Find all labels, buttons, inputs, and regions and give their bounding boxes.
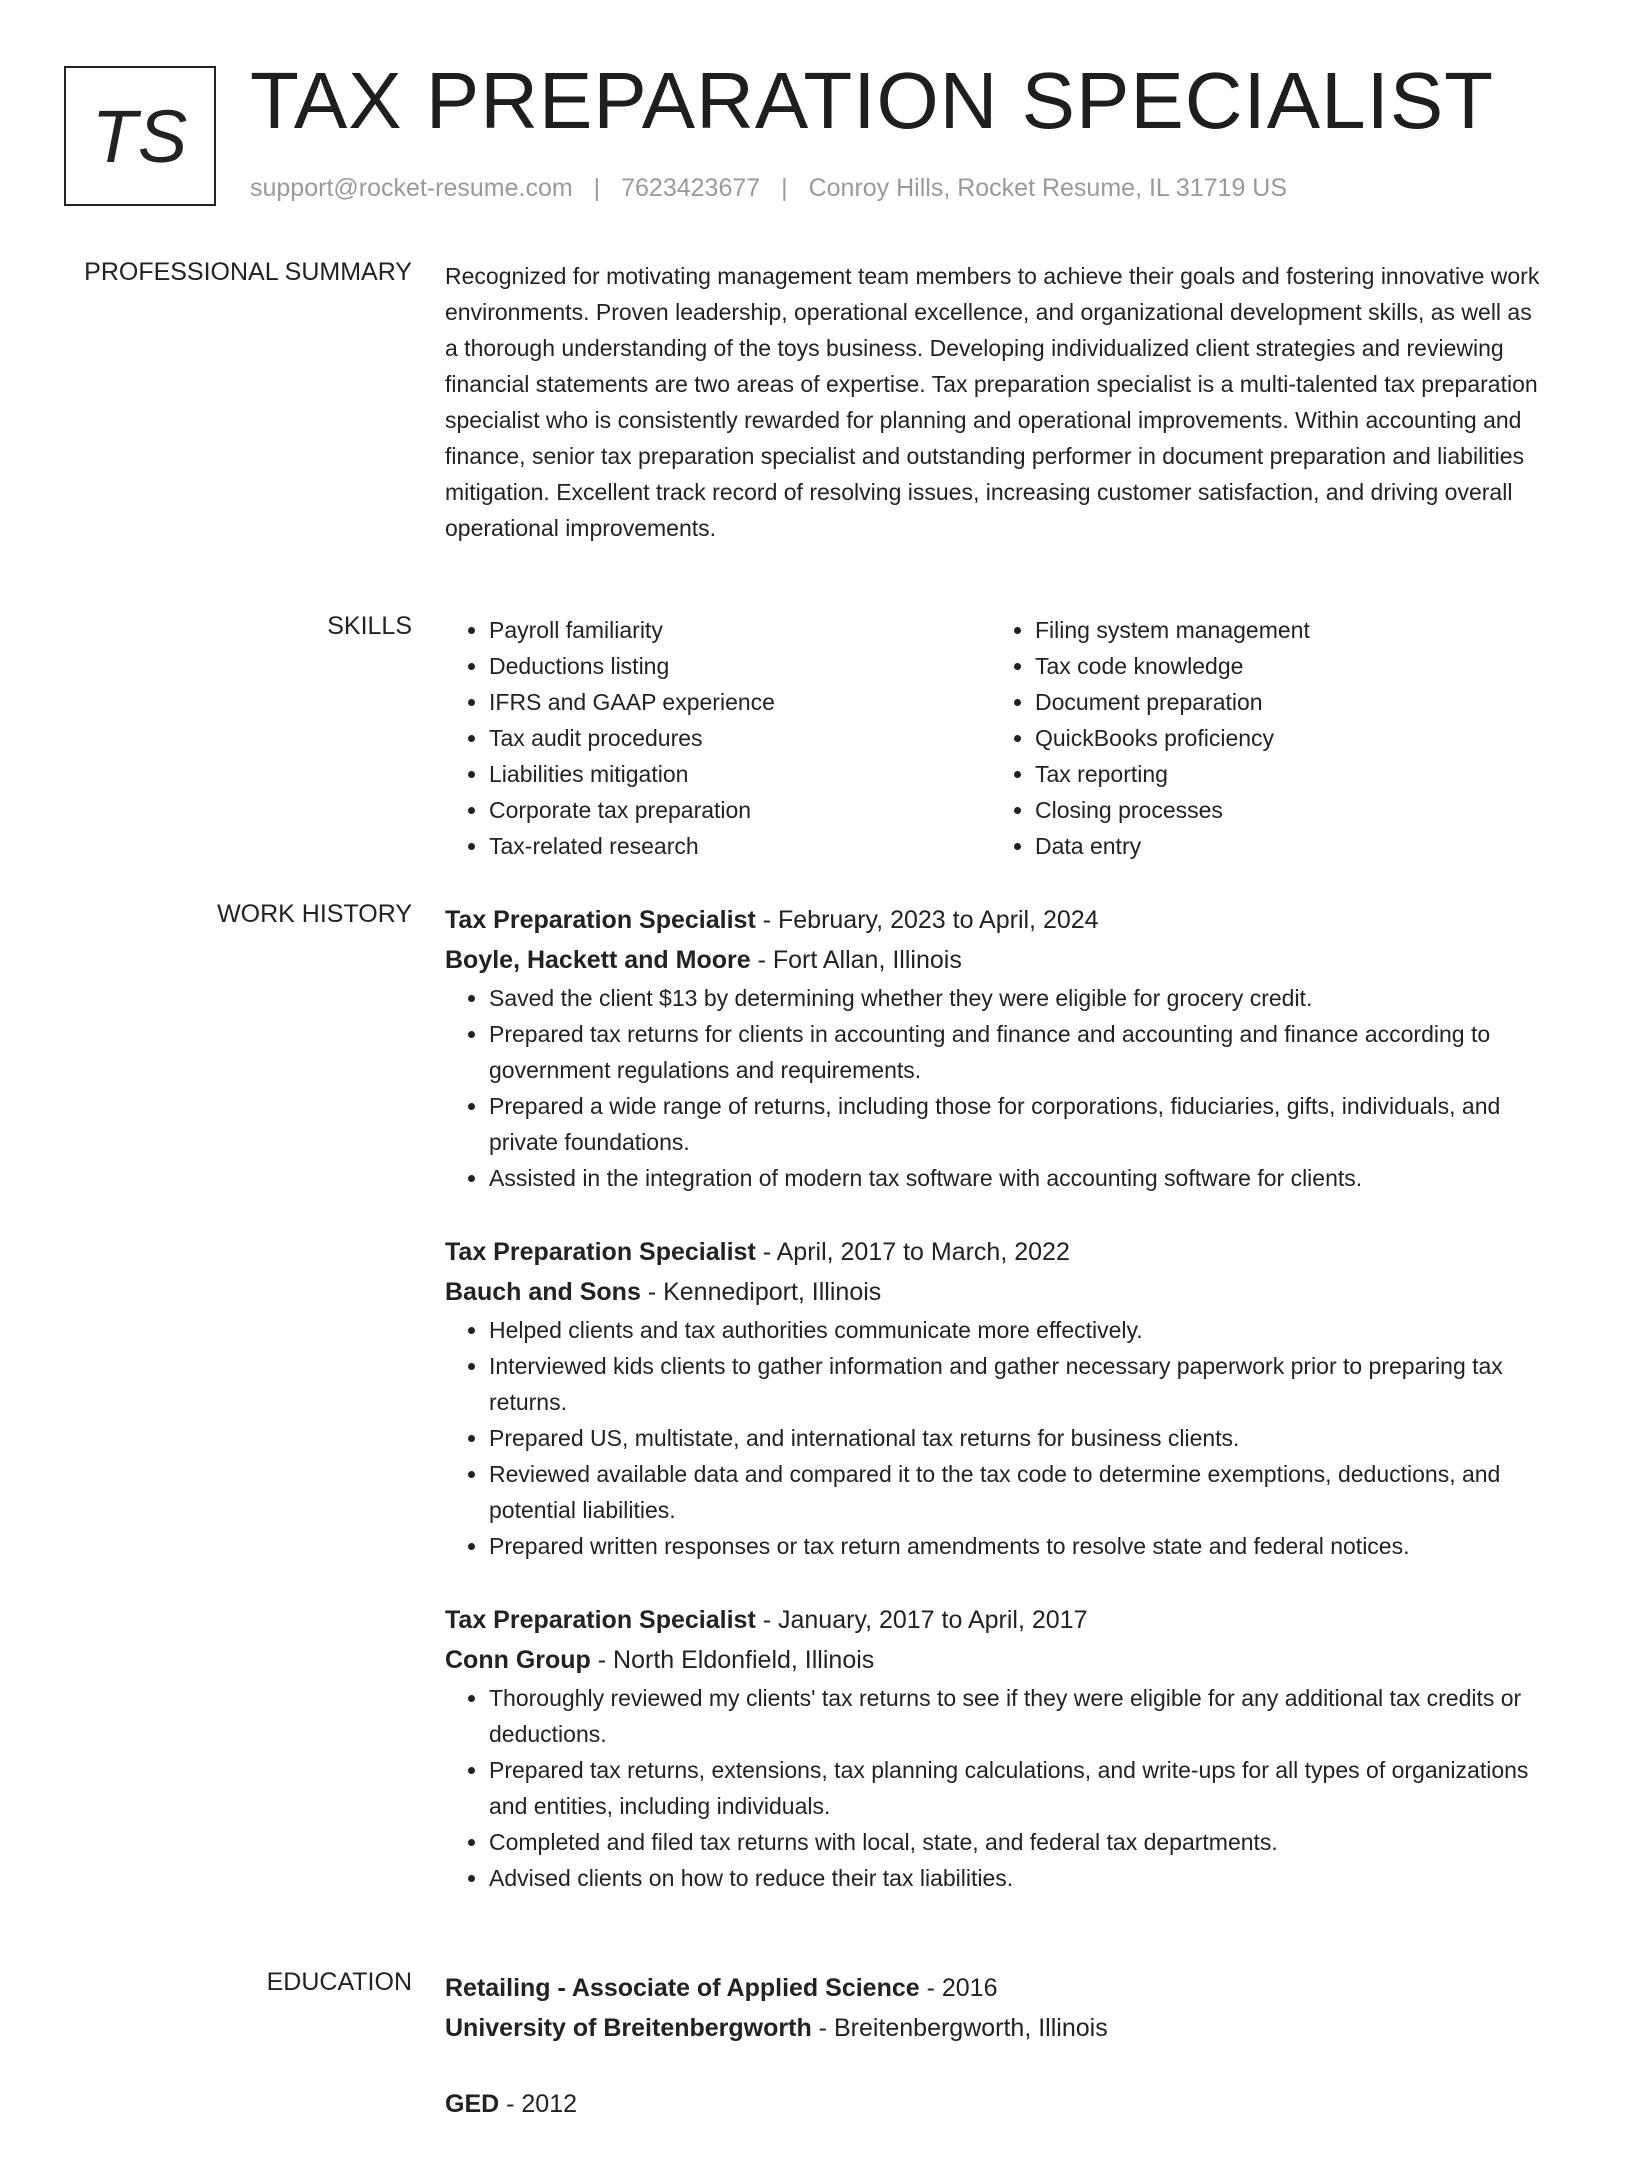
skill-item: • Tax code knowledge — [1035, 648, 1537, 684]
skill-item: • QuickBooks proficiency — [1035, 720, 1537, 756]
skill-item: • Tax-related research — [489, 828, 991, 864]
education-location: - Breitenbergworth, Illinois — [811, 2014, 1108, 2042]
job-title-line — [445, 900, 1545, 940]
contact-phone: 7623423677 — [621, 174, 761, 202]
education-degree-line — [445, 2084, 1545, 2124]
skills-column-right — [991, 612, 1537, 864]
job-bullet: • Prepared tax returns, extensions, tax planning calculations, and write-ups for all types of organizations and entities, including individuals. — [489, 1752, 1545, 1824]
job-bullet: • Assisted in the integration of modern tax software with accounting software for clients. — [489, 1160, 1545, 1196]
education-school: University of Breitenbergworth — [445, 2014, 812, 2042]
education-entry — [445, 1968, 1545, 2048]
skill-item: • Tax reporting — [1035, 756, 1537, 792]
job-company: Boyle, Hackett and Moore — [445, 946, 751, 974]
job-bullet: • Interviewed kids clients to gather information and gather necessary paperwork prior to preparing tax returns. — [489, 1348, 1545, 1420]
section-label-summary: PROFESSIONAL SUMMARY — [84, 258, 412, 286]
section-label-work: WORK HISTORY — [217, 900, 412, 928]
skills-list-left — [445, 612, 991, 864]
job-title: Tax Preparation Specialist — [445, 906, 756, 934]
skills-list-right — [991, 612, 1537, 864]
skill-item: • Corporate tax preparation — [489, 792, 991, 828]
summary-body — [445, 258, 1545, 546]
job-bullet: • Prepared US, multistate, and international tax returns for business clients. — [489, 1420, 1545, 1456]
resume-title: TAX PREPARATION SPECIALIST — [250, 56, 1495, 145]
contact-email: support@rocket-resume.com — [250, 174, 573, 202]
job-company-line — [445, 940, 1545, 980]
job-dates: - January, 2017 to April, 2017 — [755, 1606, 1088, 1634]
job-entry — [445, 1600, 1545, 1896]
education-year: - 2016 — [919, 1974, 998, 2002]
skills-grid — [445, 612, 1545, 864]
education-year: - 2012 — [499, 2090, 578, 2118]
job-bullet: • Saved the client $13 by determining whether they were eligible for grocery credit. — [489, 980, 1545, 1016]
skill-item: • Tax audit procedures — [489, 720, 991, 756]
job-title: Tax Preparation Specialist — [445, 1606, 756, 1634]
job-title-line — [445, 1600, 1545, 1640]
skills-column-left — [445, 612, 991, 864]
education-degree: GED — [445, 2090, 500, 2118]
job-bullet: • Reviewed available data and compared it to the tax code to determine exemptions, deductions, and potential liabilities. — [489, 1456, 1545, 1528]
job-company-line — [445, 1272, 1545, 1312]
job-title-line — [445, 1232, 1545, 1272]
job-location: - Fort Allan, Illinois — [750, 946, 962, 974]
skill-item: • IFRS and GAAP experience — [489, 684, 991, 720]
education-entry — [445, 2084, 1545, 2124]
skill-item: • Closing processes — [1035, 792, 1537, 828]
job-company: Conn Group — [445, 1646, 591, 1674]
job-bullet: • Advised clients on how to reduce their tax liabilities. — [489, 1860, 1545, 1896]
education-degree: Retailing - Associate of Applied Science — [445, 1974, 920, 2002]
work-history-body — [445, 900, 1545, 1932]
skills-body — [445, 612, 1545, 864]
job-bullet: • Helped clients and tax authorities communicate more effectively. — [489, 1312, 1545, 1348]
job-title: Tax Preparation Specialist — [445, 1238, 756, 1266]
job-location: - North Eldonfield, Illinois — [590, 1646, 875, 1674]
job-entry — [445, 1232, 1545, 1564]
skill-item: • Liabilities mitigation — [489, 756, 991, 792]
skill-item: • Payroll familiarity — [489, 612, 991, 648]
skill-item: • Document preparation — [1035, 684, 1537, 720]
section-label-education: EDUCATION — [266, 1968, 412, 1996]
job-bullet-list — [445, 1680, 1545, 1896]
job-bullet: • Completed and filed tax returns with local, state, and federal tax departments. — [489, 1824, 1545, 1860]
job-company-line — [445, 1640, 1545, 1680]
monogram-initials: TS — [91, 94, 189, 178]
skill-item: • Filing system management — [1035, 612, 1537, 648]
job-dates: - February, 2023 to April, 2024 — [755, 906, 1099, 934]
job-bullet: • Prepared written responses or tax return amendments to resolve state and federal notices. — [489, 1528, 1545, 1564]
contact-address: Conroy Hills, Rocket Resume, IL 31719 US — [808, 174, 1288, 202]
education-degree-line — [445, 1968, 1545, 2008]
contact-line — [250, 174, 1287, 203]
summary-text: Recognized for motivating management team members to achieve their goals and fostering innovative work environments. Proven leadership, operational excellence, and organizational development skills, as well as a thorough understanding of the toys business. Developing individualized client strategies and reviewing financial statements are two areas of expertise. Tax preparation specialist is a multi-talented tax preparation specialist who is consistently rewarded for planning and operational improvements. Within accounting and finance, senior tax preparation specialist and outstanding performer in document preparation and liabilities mitigation. Excellent track record of resolving issues, increasing customer satisfaction, and driving overall operational improvements. — [445, 263, 1540, 541]
skill-item: • Deductions listing — [489, 648, 991, 684]
education-school-line — [445, 2008, 1545, 2048]
job-dates: - April, 2017 to March, 2022 — [755, 1238, 1070, 1266]
contact-separator: | — [593, 174, 601, 202]
job-bullet-list — [445, 980, 1545, 1196]
section-label-skills: SKILLS — [327, 612, 412, 640]
job-bullet: • Prepared a wide range of returns, including those for corporations, fiduciaries, gifts, individuals, and private foundations. — [489, 1088, 1545, 1160]
job-entry — [445, 900, 1545, 1196]
job-bullet: • Prepared tax returns for clients in accounting and finance and accounting and finance according to government regulations and requirements. — [489, 1016, 1545, 1088]
job-bullet-list — [445, 1312, 1545, 1564]
education-body — [445, 1968, 1545, 2160]
contact-separator: | — [781, 174, 788, 202]
monogram-box — [64, 66, 216, 206]
job-bullet: • Thoroughly reviewed my clients' tax returns to see if they were eligible for any additional tax credits or deductions. — [489, 1680, 1545, 1752]
job-company: Bauch and Sons — [445, 1278, 641, 1306]
job-location: - Kennediport, Illinois — [640, 1278, 882, 1306]
skill-item: • Data entry — [1035, 828, 1537, 864]
